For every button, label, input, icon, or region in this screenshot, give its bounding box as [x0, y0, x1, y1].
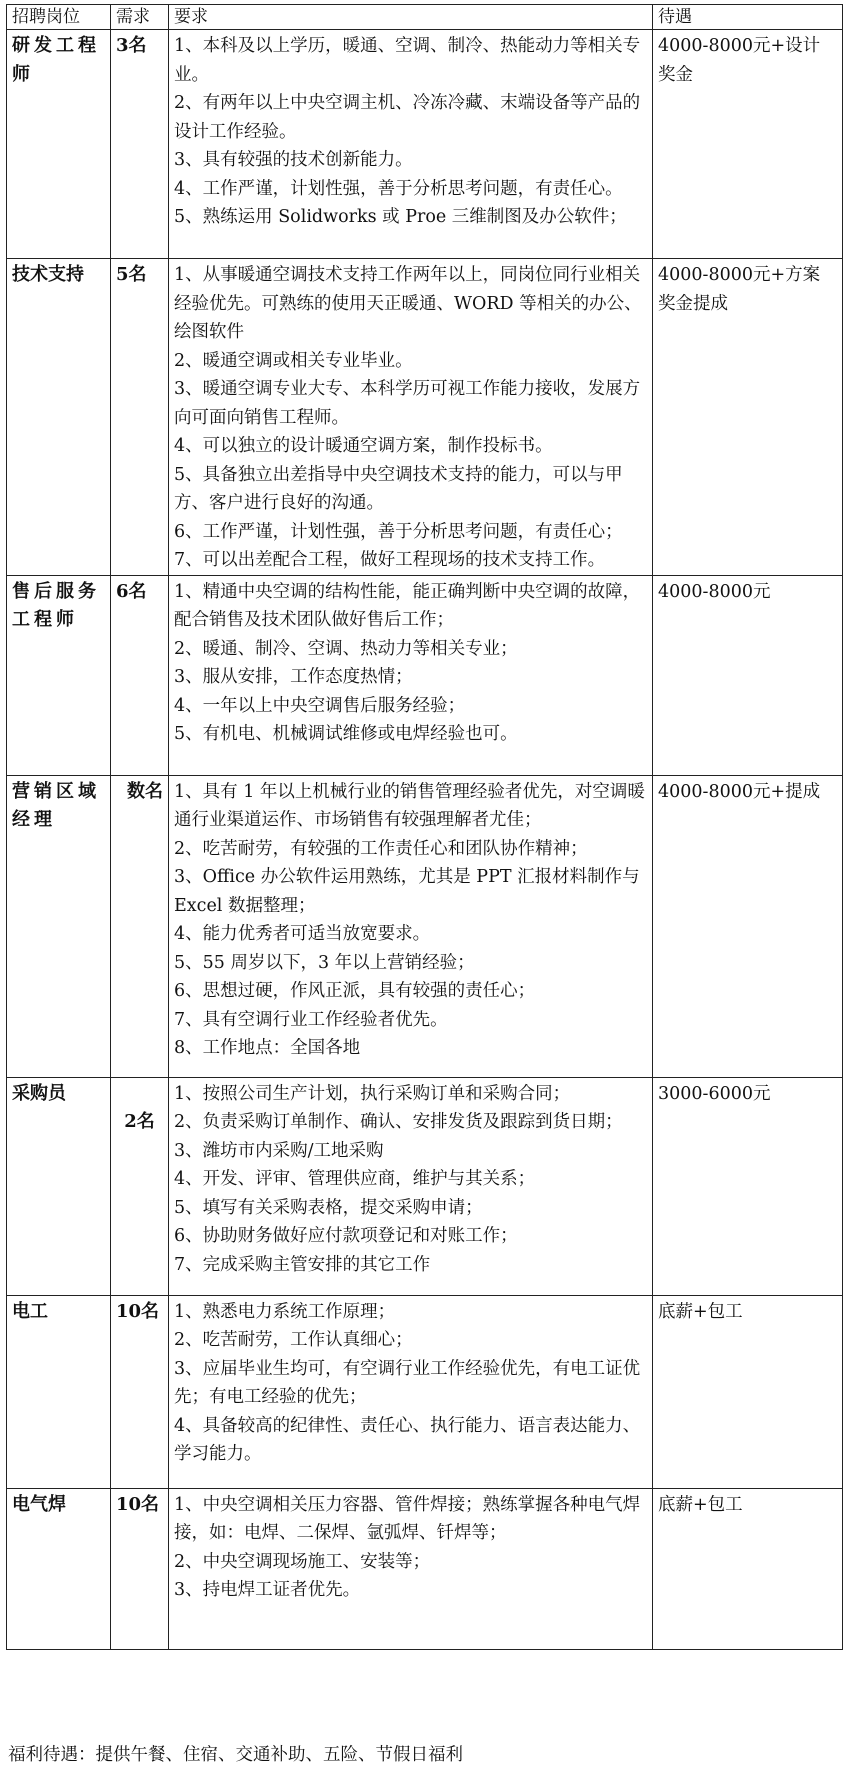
job-count: 6名 [111, 575, 169, 775]
header-position: 招聘岗位 [7, 5, 111, 30]
requirement-item: 3、Office 办公软件运用熟练，尤其是 PPT 汇报材料制作与 Excel 数据整理； [174, 867, 640, 916]
requirement-item: 5、有机电、机械调试维修或电焊经验也可。 [174, 724, 518, 744]
job-count: 10名 [111, 1488, 169, 1649]
requirement-item: 7、完成采购主管安排的其它工作 [174, 1254, 431, 1275]
requirement-item: 3、持电焊工证者优先。 [174, 1580, 361, 1600]
job-position: 采购员 [7, 1077, 111, 1295]
requirement-item: 5、具备独立出差指导中央空调技术支持的能力，可以与甲方、客户进行良好的沟通。 [174, 464, 623, 513]
job-requirements [169, 575, 653, 775]
job-count: 5名 [111, 259, 169, 576]
requirement-item: 4、工作严谨，计划性强，善于分析思考问题，有责任心。 [174, 178, 623, 199]
job-position: 技术支持 [7, 259, 111, 576]
job-requirements [169, 775, 653, 1077]
requirement-item: 8、工作地点：全国各地 [174, 1038, 361, 1058]
requirement-item: 3、具有较强的技术创新能力。 [174, 150, 413, 170]
table-header-row [7, 5, 843, 30]
job-position: 研发工程师 [7, 30, 111, 259]
requirement-item: 5、填写有关采购表格，提交采购申请； [174, 1197, 483, 1218]
job-requirements [169, 1295, 653, 1488]
requirement-item: 4、开发、评审、管理供应商，维护与其关系； [174, 1169, 536, 1189]
requirement-item: 1、精通中央空调的结构性能，能正确判断中央空调的故障，配合销售及技术团队做好售后工作； [174, 581, 641, 630]
job-position: 电气焊 [7, 1488, 111, 1649]
table-row [7, 259, 843, 576]
requirement-item: 4、具备较高的纪律性、责任心、执行能力、语言表达能力、学习能力。 [174, 1415, 641, 1464]
requirement-item: 3、应届毕业生均可，有空调行业工作经验优先，有电工证优先；有电工经验的优先； [174, 1358, 641, 1407]
requirement-item: 3、暖通空调专业大专、本科学历可视工作能力接收，发展方向可面向销售工程师。 [174, 379, 641, 428]
requirement-item: 4、可以独立的设计暖通空调方案，制作投标书。 [174, 436, 553, 456]
table-row [7, 775, 843, 1077]
requirement-item: 1、中央空调相关压力容器、管件焊接；熟练掌握各种电气焊接，如：电焊、二保焊、氩弧焊、钎焊等； [174, 1494, 641, 1543]
requirement-item: 2、暖通空调或相关专业毕业。 [174, 350, 413, 371]
table-row [7, 1077, 843, 1295]
header-count: 需求 [111, 5, 169, 30]
job-pay: 3000-6000元 [653, 1077, 843, 1295]
header-requirements: 要求 [169, 5, 653, 30]
job-pay: 4000-8000元 [653, 575, 843, 775]
requirement-item: 6、协助财务做好应付款项登记和对账工作； [174, 1226, 518, 1246]
job-table [6, 4, 843, 1650]
requirement-item: 2、中央空调现场施工、安装等； [174, 1551, 431, 1572]
table-row [7, 1488, 843, 1649]
job-requirements [169, 30, 653, 259]
requirement-item: 1、熟悉电力系统工作原理； [174, 1301, 396, 1322]
requirement-item: 6、思想过硬，作风正派，具有较强的责任心； [174, 981, 536, 1001]
requirement-item: 5、熟练运用 Solidworks 或 Proe 三维制图及办公软件； [174, 207, 627, 227]
requirement-item: 4、能力优秀者可适当放宽要求。 [174, 924, 431, 944]
job-count: 3名 [111, 30, 169, 259]
requirement-item: 6、工作严谨，计划性强，善于分析思考问题，有责任心； [174, 521, 623, 542]
requirement-item: 4、一年以上中央空调售后服务经验； [174, 695, 466, 716]
requirement-item: 2、吃苦耐劳，有较强的工作责任心和团队协作精神； [174, 838, 588, 859]
job-pay: 底薪+包工 [653, 1488, 843, 1649]
table-row [7, 575, 843, 775]
job-pay: 4000-8000元+设计奖金 [653, 30, 843, 259]
requirement-item: 1、具有 1 年以上机械行业的销售管理经验者优先，对空调暖通行业渠道运作、市场销售有较强理解者尤佳； [174, 781, 645, 830]
requirement-item: 2、负责采购订单制作、确认、安排发货及跟踪到货日期； [174, 1112, 623, 1132]
table-row [7, 1295, 843, 1488]
job-pay: 4000-8000元+方案奖金提成 [653, 259, 843, 576]
benefits-note: 福利待遇：提供午餐、住宿、交通补助、五险、节假日福利 [8, 1745, 463, 1765]
job-position: 售后服务工程师 [7, 575, 111, 775]
job-pay: 4000-8000元+提成 [653, 775, 843, 1077]
requirement-item: 2、有两年以上中央空调主机、冷冻冷藏、末端设备等产品的设计工作经验。 [174, 93, 641, 142]
job-requirements [169, 259, 653, 576]
requirement-item: 7、具有空调行业工作经验者优先。 [174, 1009, 448, 1030]
requirement-item: 2、暖通、制冷、空调、热动力等相关专业； [174, 638, 518, 659]
job-pay: 底薪+包工 [653, 1295, 843, 1488]
requirement-item: 5、55 周岁以下，3 年以上营销经验； [174, 952, 475, 973]
requirement-item: 7、可以出差配合工程，做好工程现场的技术支持工作。 [174, 550, 606, 570]
requirement-item: 1、本科及以上学历，暖通、空调、制冷、热能动力等相关专业。 [174, 36, 641, 85]
job-count: 数名 [111, 775, 169, 1077]
requirement-item: 3、潍坊市内采购/工地采购 [174, 1140, 384, 1161]
table-row [7, 30, 843, 259]
requirement-item: 1、从事暖通空调技术支持工作两年以上，同岗位同行业相关经验优先。可熟练的使用天正暖通、WORD 等相关的办公、绘图软件 [174, 265, 642, 342]
job-requirements [169, 1077, 653, 1295]
job-count: 10名 [111, 1295, 169, 1488]
requirement-item: 1、按照公司生产计划，执行采购订单和采购合同； [174, 1083, 571, 1104]
job-position: 电工 [7, 1295, 111, 1488]
job-position: 营销区域经理 [7, 775, 111, 1077]
requirement-item: 2、吃苦耐劳，工作认真细心； [174, 1330, 413, 1350]
job-table-wrapper [6, 4, 842, 1650]
job-requirements [169, 1488, 653, 1649]
header-pay: 待遇 [653, 5, 843, 30]
requirement-item: 3、服从安排，工作态度热情； [174, 667, 413, 687]
job-count: 2名 [111, 1077, 169, 1295]
